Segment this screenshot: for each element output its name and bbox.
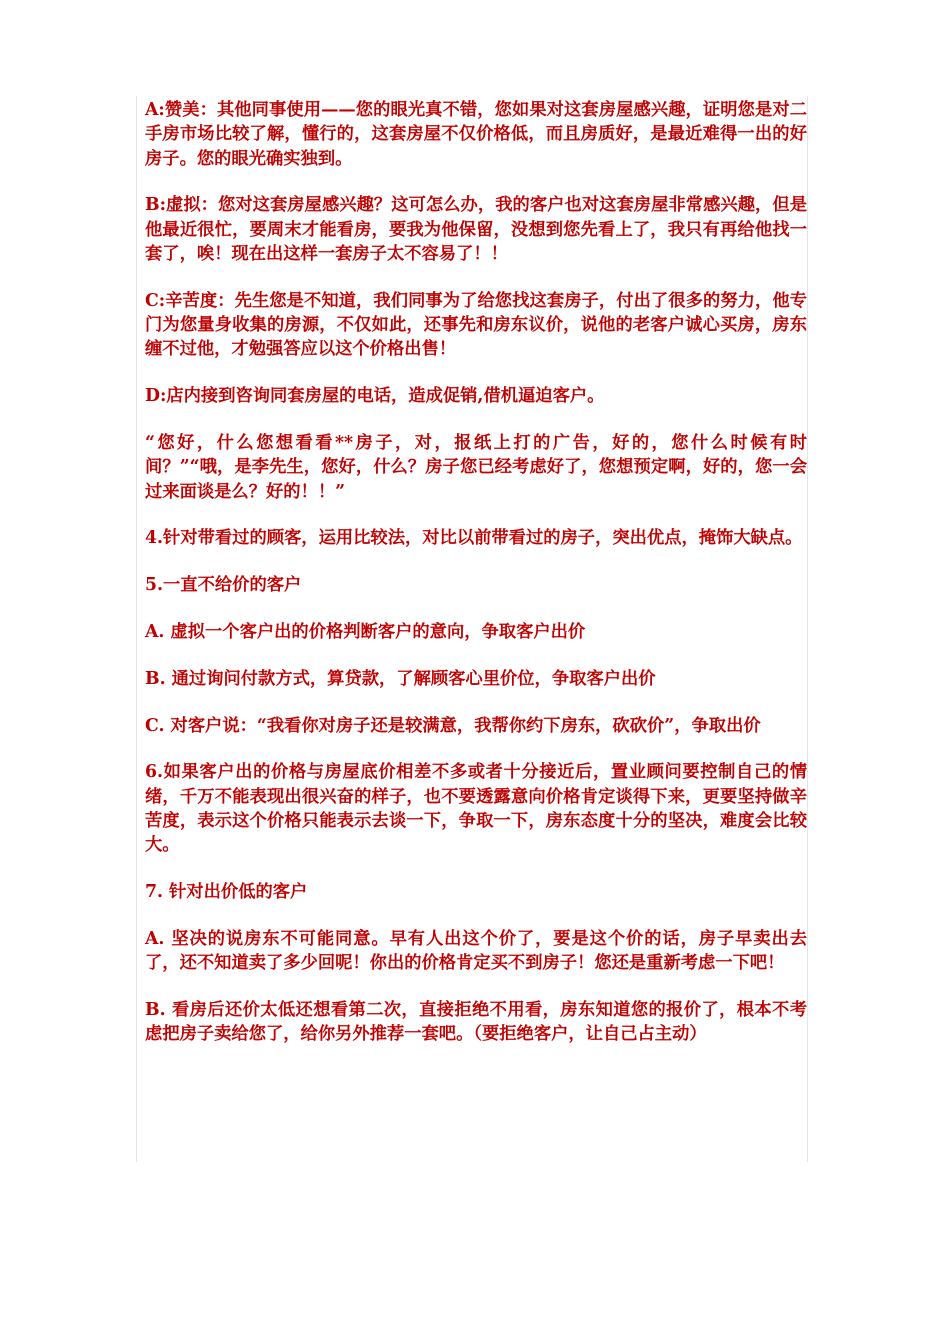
heading-item-7: 7. 针对出价低的客户 xyxy=(145,882,308,903)
paragraph-5a: A. 虚拟一个客户出的价格判断客户的意向，争取客户出价 xyxy=(145,621,586,642)
paragraph-c-effort: C:辛苦度：先生您是不知道，我们同事为了给您找这套房子，付出了很多的努力，他专门为您量身收集的房源，不仅如此，还事先和房东议价，说他的老客户诚心买房，房东缠不过他，才勉强答应以这个价格出售！ xyxy=(145,290,807,360)
paragraph-item-6: 6.如果客户出的价格与房屋底价相差不多或者十分接近后，置业顾问要控制自己的情绪，千万不能表现出很兴奋的样子，也不要透露意向价格肯定谈得下来，更要坚持做辛苦度，表示这个价格只能表示去谈一下，争取一下，房东态度十分的坚决，难度会比较大。 xyxy=(145,762,807,856)
paragraph-b-virtual: B:虚拟：您对这套房屋感兴趣？这可怎么办，我的客户也对这套房屋非常感兴趣，但是他最近很忙，要周末才能看房，要我为他保留，没想到您先看上了，我只有再给他找一套了，唉！现在出这样一套房子太不容易了！！ xyxy=(145,195,807,264)
paragraph-5c: C. 对客户说：“我看你对房子还是较满意，我帮你约下房东，砍砍价”，争取出价 xyxy=(145,715,761,736)
document-body xyxy=(136,96,808,1162)
paragraph-5b: B. 通过询问付款方式，算贷款，了解顾客心里价位，争取客户出价 xyxy=(145,668,656,689)
paragraph-7b: B. 看房后还价太低还想看第二次，直接拒绝不用看，房东知道您的报价了，根本不考虑把房子卖给您了，给你另外推荐一套吧。（要拒绝客户，让自己占主动） xyxy=(145,999,807,1045)
paragraph-item-4: 4.针对带看过的顾客，运用比较法，对比以前带看过的房子，突出优点，掩饰大缺点。 xyxy=(145,528,803,549)
paragraph-a-praise: A:赞美：其他同事使用——您的眼光真不错，您如果对这套房屋感兴趣，证明您是对二手房市场比较了解，懂行的，这套房屋不仅价格低，而且房质好，是最近难得一出的好房子。您的眼光确实独到。 xyxy=(145,100,807,169)
paragraph-phone-dialog: “您好，什么您想看看**房子，对，报纸上打的广告，好的，您什么时候有时间？”“哦，是李先生，您好，什么？房子您已经考虑好了，您想预定啊，好的，您一会过来面谈是么？好的！！” xyxy=(145,432,807,502)
paragraph-d-phone: D:店内接到咨询同套房屋的电话，造成促销,借机逼迫客户。 xyxy=(145,386,605,407)
heading-item-5: 5.一直不给价的客户 xyxy=(145,575,302,596)
paragraph-7a: A. 坚决的说房东不可能同意。早有人出这个价了，要是这个价的话，房子早卖出去了，还不知道卖了多少回呢！你出的价格肯定买不到房子！您还是重新考虑一下吧！ xyxy=(145,928,807,974)
